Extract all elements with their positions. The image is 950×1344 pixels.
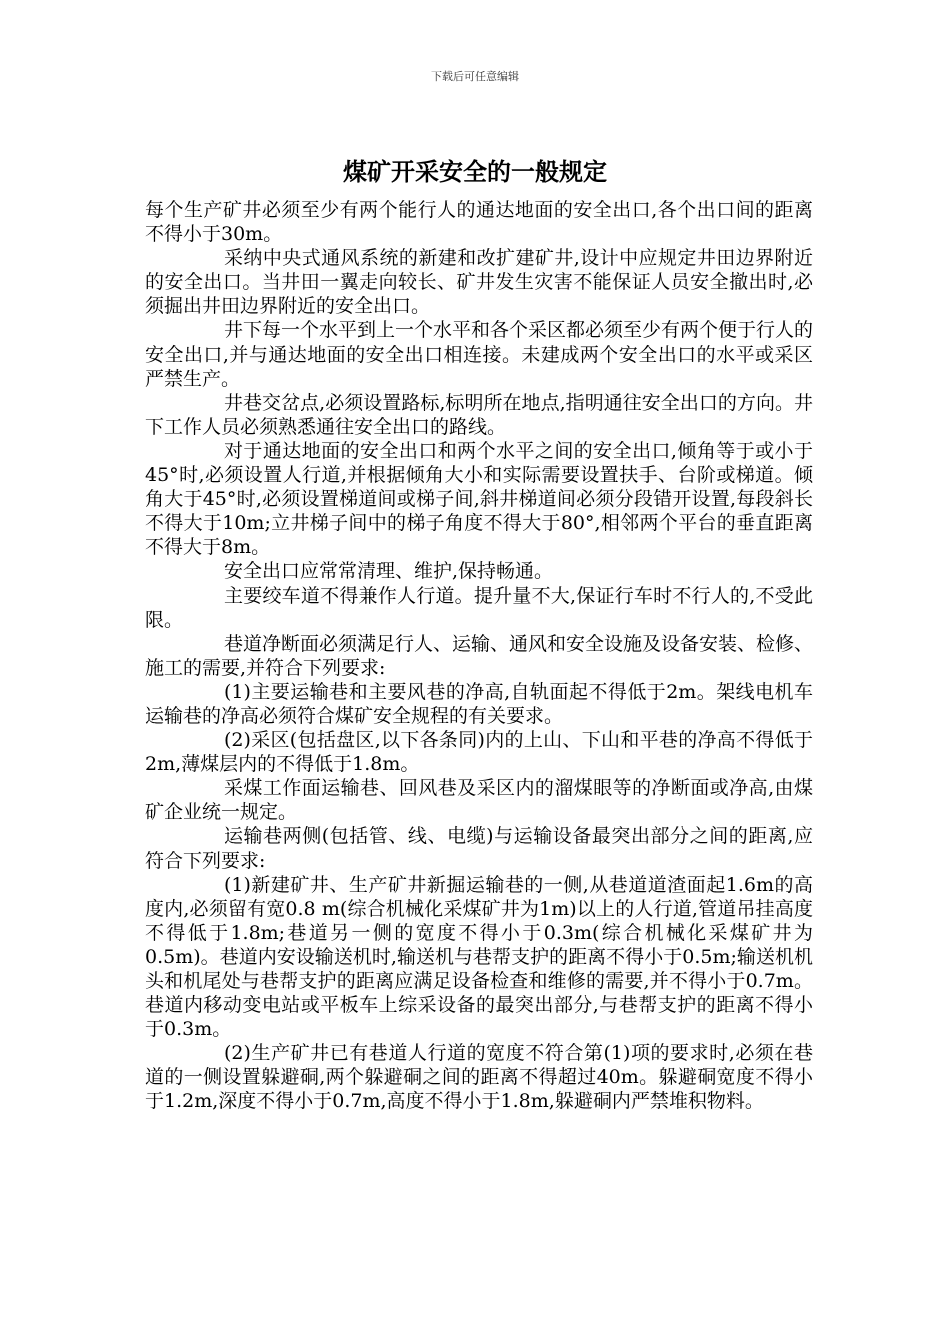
paragraph: 采纳中央式通风系统的新建和改扩建矿井,设计中应规定井田边界附近的安全出口。当井田一翼走向较长、矿井发生灾害不能保证人员安全撤出时,必须掘出井田边界附近的安全出口。	[145, 247, 813, 318]
document-body	[145, 198, 813, 1114]
paragraph: 运输巷两侧(包括管、线、电缆)与运输设备最突出部分之间的距离,应符合下列要求:	[145, 825, 813, 872]
paragraph: (2)生产矿井已有巷道人行道的宽度不符合第(1)项的要求时,必须在巷道的一侧设置躲避硐,两个躲避硐之间的距离不得超过40m。躲避硐宽度不得小于1.2m,深度不得小于0.7m,高度不得小于1.8m,躲避硐内严禁堆积物料。	[145, 1042, 813, 1113]
paragraph: (2)采区(包括盘区,以下各条同)内的上山、下山和平巷的净高不得低于2m,薄煤层内的不得低于1.8m。	[145, 729, 813, 776]
document-title: 煤矿开采安全的一般规定	[343, 158, 607, 186]
paragraph: 对于通达地面的安全出口和两个水平之间的安全出口,倾角等于或小于45°时,必须设置人行道,并根据倾角大小和实际需要设置扶手、台阶或梯道。倾角大于45°时,必须设置梯道间或梯子间,斜井梯道间必须分段错开设置,每段斜长不得大于10m;立井梯子间中的梯子角度不得大于80°,相邻两个平台的垂直距离不得大于8m。	[145, 439, 813, 559]
paragraph: 采煤工作面运输巷、回风巷及采区内的溜煤眼等的净断面或净高,由煤矿企业统一规定。	[145, 777, 813, 824]
paragraph: 每个生产矿井必须至少有两个能行人的通达地面的安全出口,各个出口间的距离不得小于30m。	[145, 199, 813, 246]
paragraph: (1)主要运输巷和主要风巷的净高,自轨面起不得低于2m。架线电机车运输巷的净高必须符合煤矿安全规程的有关要求。	[145, 680, 813, 727]
paragraph: 巷道净断面必须满足行人、运输、通风和安全设施及设备安装、检修、施工的需要,并符合下列要求:	[145, 632, 814, 679]
paragraph: 井下每一个水平到上一个水平和各个采区都必须至少有两个便于行人的安全出口,并与通达地面的安全出口相连接。未建成两个安全出口的水平或采区严禁生产。	[145, 319, 814, 390]
paragraph: 井巷交岔点,必须设置路标,标明所在地点,指明通往安全出口的方向。井下工作人员必须熟悉通往安全出口的路线。	[145, 391, 813, 438]
paragraph: 主要绞车道不得兼作人行道。提升量不大,保证行车时不行人的,不受此限。	[145, 584, 813, 631]
paragraph: 安全出口应常常清理、维护,保持畅通。	[224, 560, 554, 583]
paragraph: (1)新建矿井、生产矿井新掘运输巷的一侧,从巷道道渣面起1.6m的高度内,必须留有宽0.8 m(综合机械化采煤矿井为1m)以上的人行道,管道吊挂高度不得低于1.8m;巷道另一侧的宽度不得小于0.3m(综合机械化采煤矿井为0.5m)。巷道内安设输送机时,输送机与巷帮支护的距离不得小于0.5m;输送机机头和机尾处与巷帮支护的距离应满足设备检查和维修的需要,并不得小于0.7m。巷道内移动变电站或平板车上综采设备的最突出部分,与巷帮支护的距离不得小于0.3m。	[145, 873, 813, 1041]
header-note: 下载后可任意编辑	[431, 70, 519, 83]
